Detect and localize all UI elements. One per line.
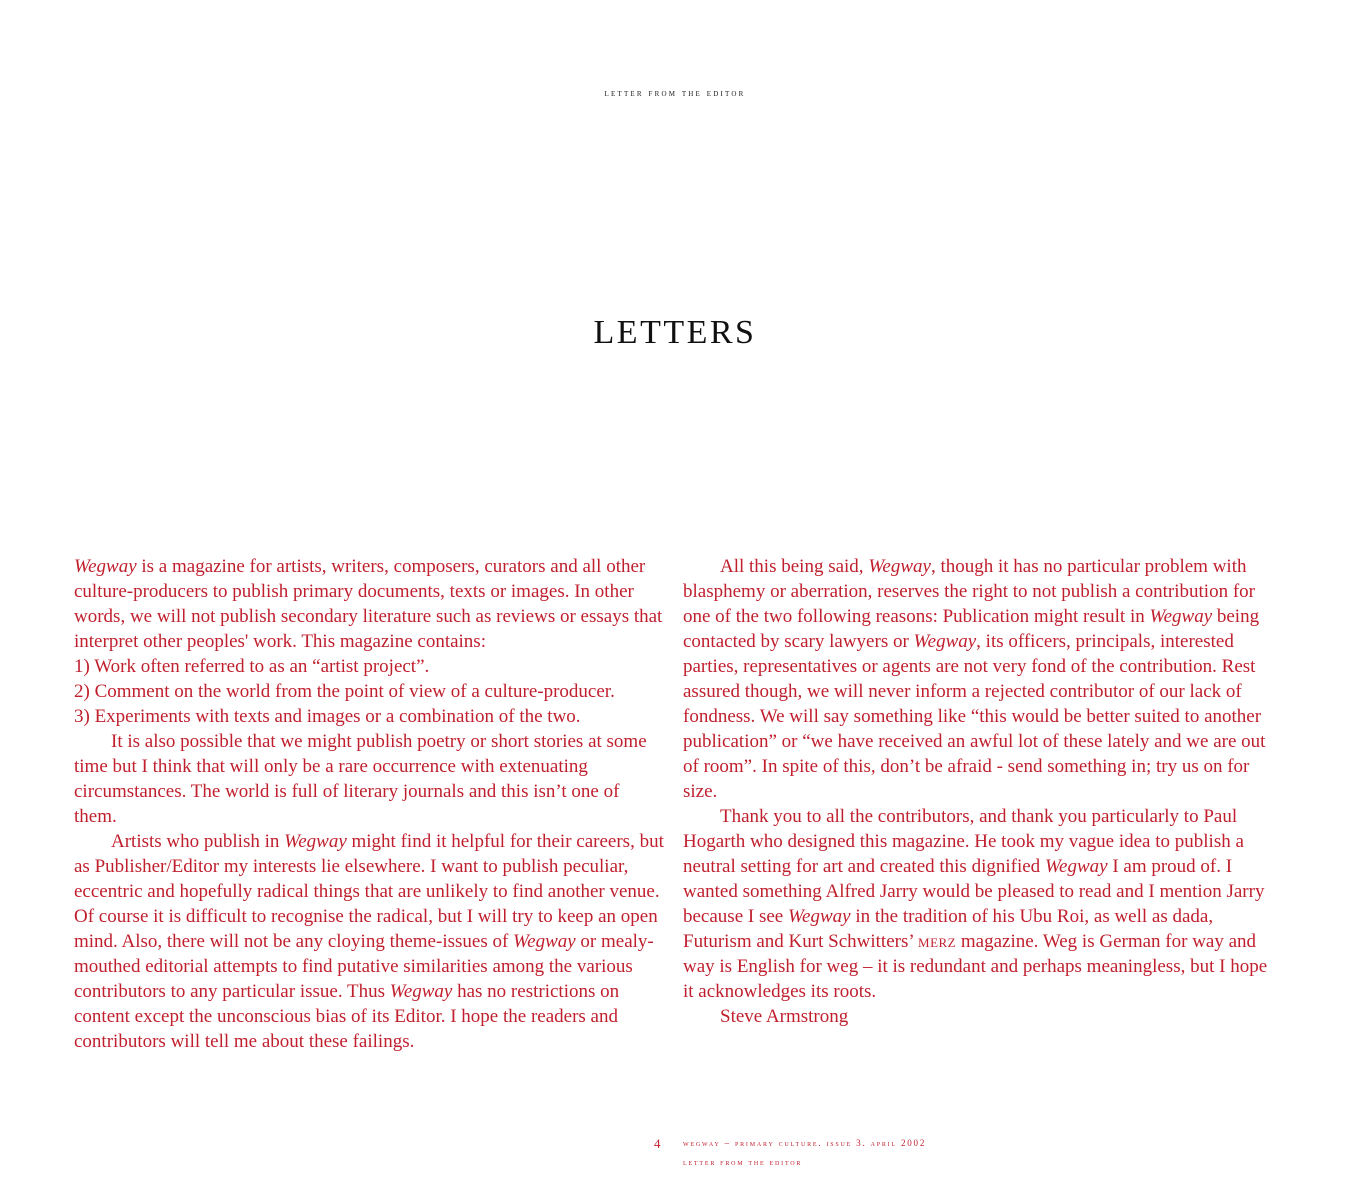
thanks-paragraph: Thank you to all the contributors, and thank you particularly to Paul Hogarth who designed this magazine. He took my vague idea to publish a neutral setting for art and created this dignified Wegway I am proud of. I wanted something Alfred Jarry would be pleased to read and I mention Jarry because I see Wegway in the tradition of his Ubu Roi, as well as dada, Futurism and Kurt Schwitters’ merz magazine. Weg is German for way and way is English for weg – it is redundant and perhaps meaningless, but I hope it acknowledges its roots. [683, 806, 1268, 1002]
magazine-name: Wegway [74, 556, 137, 577]
magazine-name: Wegway [284, 831, 347, 852]
page-number: 4 [654, 1136, 661, 1151]
list-item: 3) Experiments with texts and images or a combination of the two. [74, 706, 581, 727]
running-head: letter from the editor [604, 88, 746, 99]
magazine-name: Wegway [1044, 856, 1108, 877]
magazine-name: Wegway [868, 556, 931, 577]
magazine-name: Wegway [513, 931, 576, 952]
artists-paragraph: Artists who publish in Wegway might find it helpful for their careers, but as Publisher/Editor my interests lie elsewhere. I want to publish peculiar, eccentric and hopefully radical things that are unlikely to find another venue. Of course it is difficult to recognise the radical, but I will try to keep an open mind. Also, there will not be any cloying theme-issues of Wegway or mealy-mouthed editorial attempts to find putative similarities among the various contributors to any particular issue. Thus Wegway has no restrictions on content except the unconscious bias of its Editor. I hope the readers and contributors will tell me about these failings. [74, 831, 664, 1052]
signature: Steve Armstrong [720, 1006, 849, 1027]
list-item: 1) Work often referred to as an “artist project”. [74, 656, 430, 677]
intro-paragraph: Wegway is a magazine for artists, writers, composers, curators and all other culture-producers to publish primary documents, texts or images. In other words, we will not publish secondary literature such as reviews or essays that interpret other peoples' work. This magazine contains: [74, 556, 663, 652]
magazine-name: Wegway [389, 981, 453, 1002]
right-column [683, 554, 1275, 1029]
magazine-name: Wegway [1149, 606, 1213, 627]
magazine-name: Wegway [913, 631, 977, 652]
footer-issue-line: wegway – primary culture. issue 3. april 2002 [683, 1138, 927, 1148]
left-column [74, 554, 666, 1054]
list-item: 2) Comment on the world from the point of view of a culture-producer. [74, 681, 615, 702]
magazine-name: Wegway [787, 906, 851, 927]
rights-paragraph: All this being said, Wegway, though it has no particular problem with blasphemy or aberration, reserves the right to not publish a contribution for one of the two following reasons: Publication might result in Wegway being contacted by scary lawyers or Wegway, its officers, principals, interested parties, representatives or agents are not very fond of the contribution. Rest assured though, we will never inform a rejected contributor of our lack of fondness. We will say something like “this would be better suited to another publication” or “we have received an awful lot of these lately and we are out of room”. In spite of this, don’t be afraid - send something in; try us on for size. [683, 556, 1266, 802]
merz-label: merz [918, 931, 957, 952]
footer-section-line: letter from the editor [683, 1157, 803, 1167]
page-title: LETTERS [593, 314, 757, 351]
poetry-paragraph: It is also possible that we might publish poetry or short stories at some time but I think that will only be a rare occurrence with extenuating circumstances. The world is full of literary journals and this isn’t one of them. [74, 731, 647, 827]
